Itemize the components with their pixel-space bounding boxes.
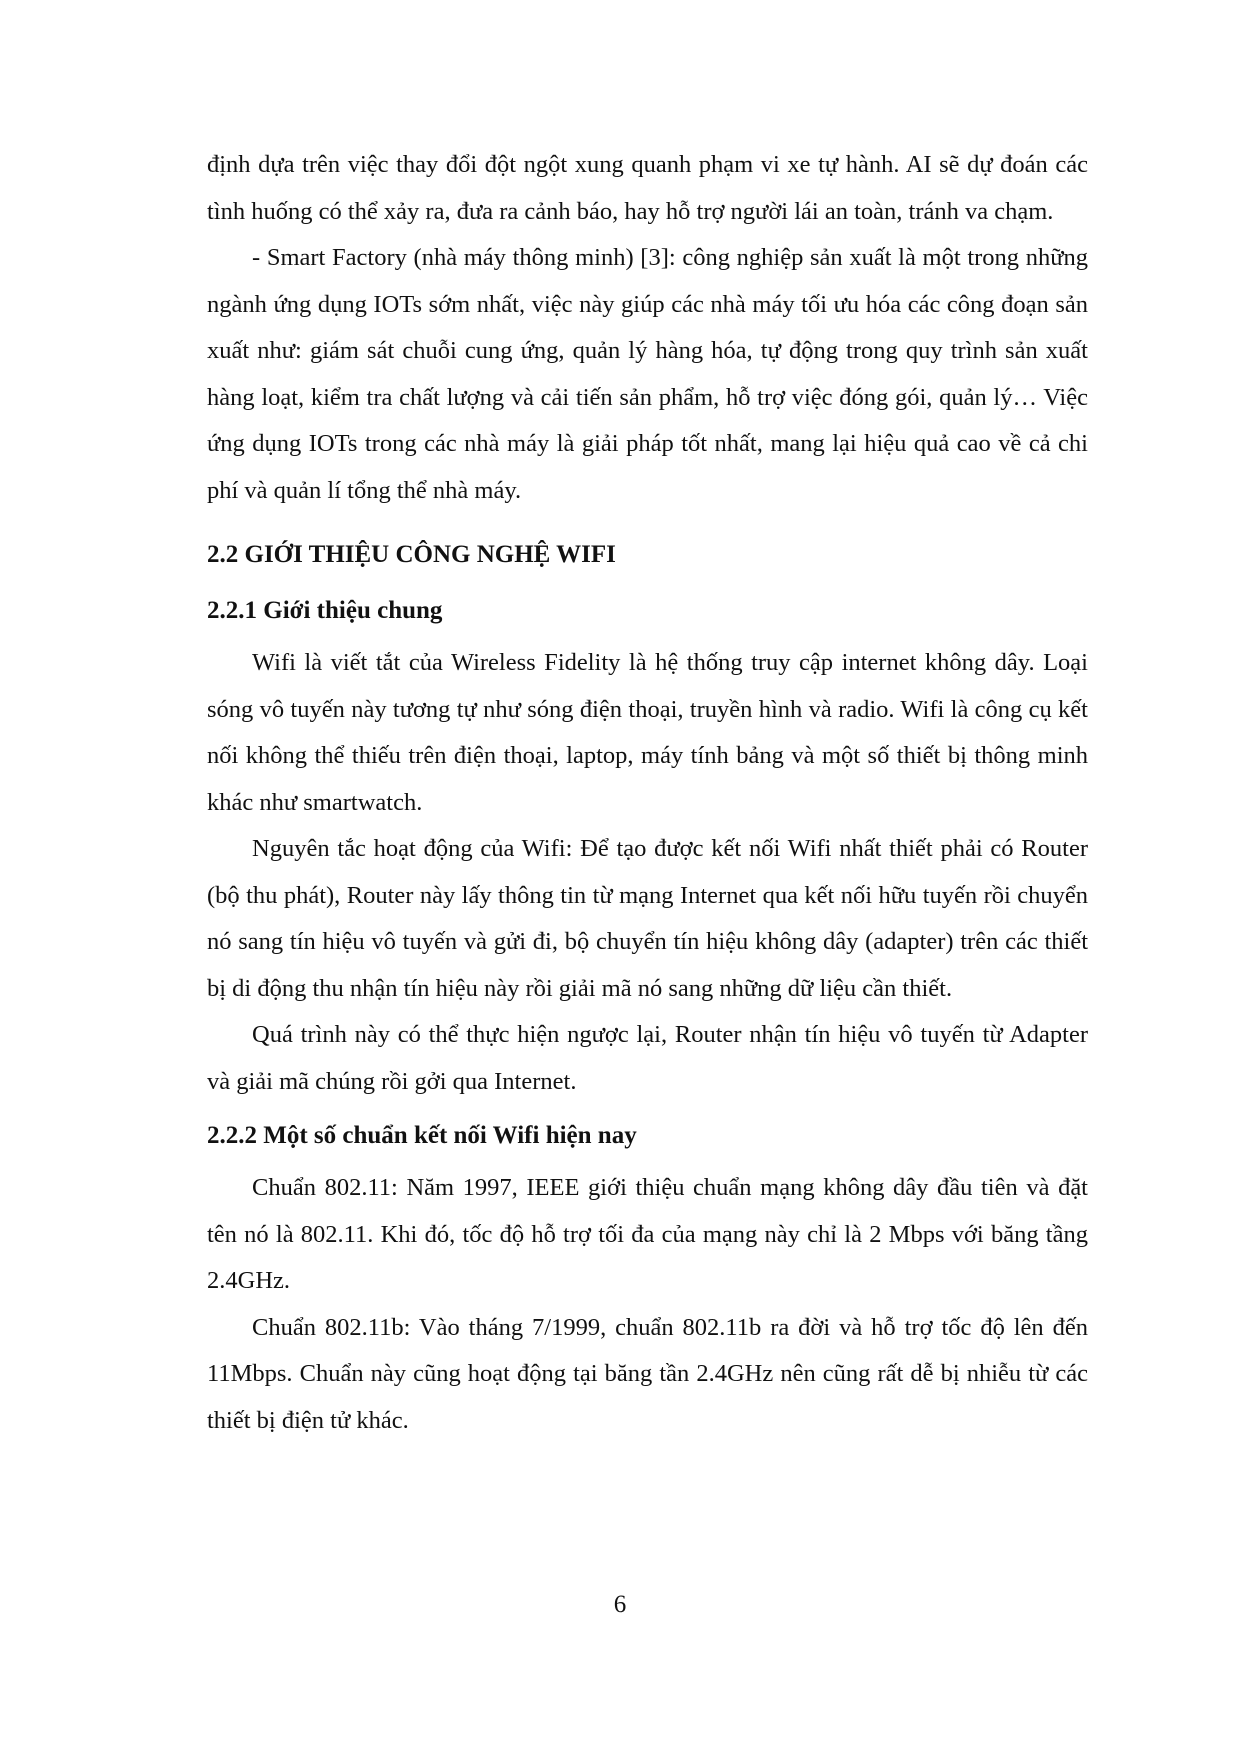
section-heading-wifi: 2.2 GIỚI THIỆU CÔNG NGHỆ WIFI [207, 541, 616, 568]
paragraph-autonomous-vehicle-continuation: định dựa trên việc thay đổi đột ngột xung quanh phạm vi xe tự hành. AI sẽ dự đoán các tình huống có thể xảy ra, đưa ra cảnh báo, hay hỗ trợ người lái an toàn, tránh va chạm. [207, 151, 1088, 225]
subsection-heading-general-intro: 2.2.1 Giới thiệu chung [207, 597, 443, 624]
paragraph-wifi-principle: Nguyên tắc hoạt động của Wifi: Để tạo được kết nối Wifi nhất thiết phải có Router (bộ thu phát), Router này lấy thông tin từ mạng Internet qua kết nối hữu tuyến rồi chuyển nó sang tín hiệu vô tuyến và gửi đi, bộ chuyển tín hiệu không dây (adapter) trên các thiết bị di động thu nhận tín hiệu này rồi giải mã nó sang những dữ liệu cần thiết. [207, 835, 1088, 1002]
paragraph-standard-80211b: Chuẩn 802.11b: Vào tháng 7/1999, chuẩn 802.11b ra đời và hỗ trợ tốc độ lên đến 11Mbps. Chuẩn này cũng hoạt động tại băng tần 2.4GHz nên cũng rất dễ bị nhiễu từ các thiết bị điện tử khác. [207, 1313, 1088, 1434]
paragraph-wifi-reverse: Quá trình này có thể thực hiện ngược lại, Router nhận tín hiệu vô tuyến từ Adapter và giải mã chúng rồi gởi qua Internet. [207, 1021, 1088, 1095]
subsection-heading-wifi-standards: 2.2.2 Một số chuẩn kết nối Wifi hiện nay [207, 1122, 637, 1149]
paragraph-standard-80211: Chuẩn 802.11: Năm 1997, IEEE giới thiệu chuẩn mạng không dây đầu tiên và đặt tên nó là 802.11. Khi đó, tốc độ hỗ trợ tối đa của mạng này chỉ là 2 Mbps với băng tầng 2.4GHz. [207, 1174, 1088, 1294]
paragraph-wifi-definition: Wifi là viết tắt của Wireless Fidelity là hệ thống truy cập internet không dây. Loại sóng vô tuyến này tương tự như sóng điện thoại, truyền hình và radio. Wifi là công cụ kết nối không thể thiếu trên điện thoại, laptop, máy tính bảng và một số thiết bị thông minh khác như smartwatch. [207, 649, 1088, 816]
page-number: 6 [613, 1591, 627, 1618]
page-body [207, 142, 1088, 1444]
paragraph-smart-factory: - Smart Factory (nhà máy thông minh) [3]: công nghiệp sản xuất là một trong những ngành ứng dụng IOTs sớm nhất, việc này giúp các nhà máy tối ưu hóa các công đoạn sản xuất như: giám sát chuỗi cung ứng, quản lý hàng hóa, tự động trong quy trình sản xuất hàng loạt, kiểm tra chất lượng và cải tiến sản phẩm, hỗ trợ việc đóng gói, quản lý… Việc ứng dụng IOTs trong các nhà máy là giải pháp tốt nhất, mang lại hiệu quả cao về cả chi phí và quản lí tổng thể nhà máy. [207, 244, 1088, 504]
